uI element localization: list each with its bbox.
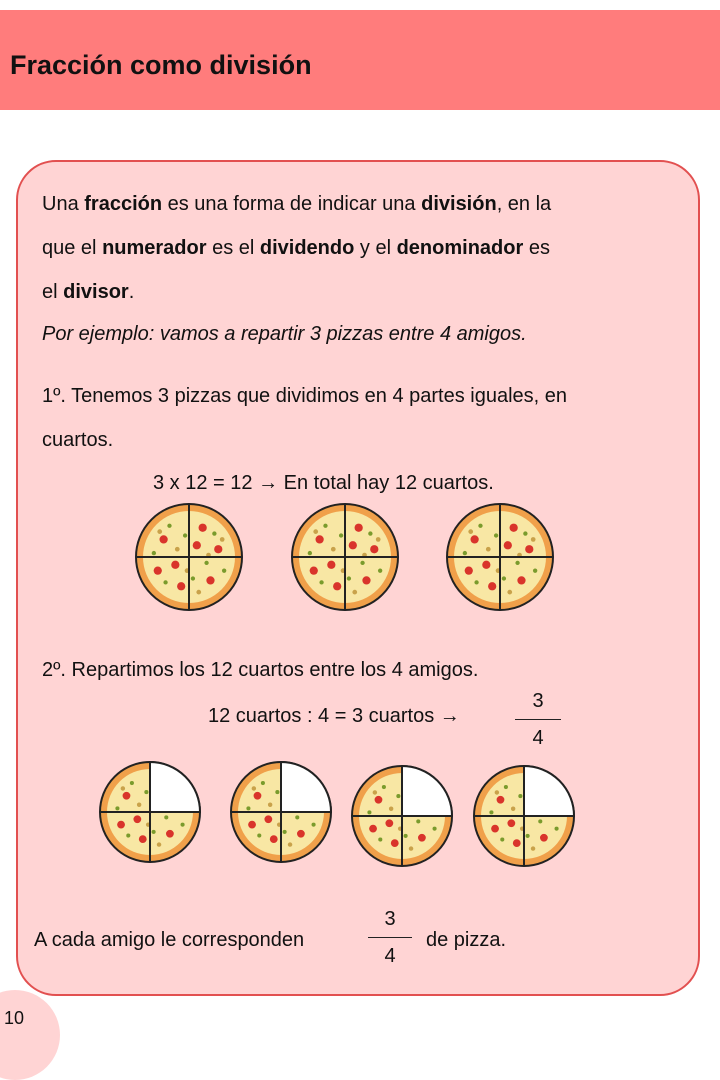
step1-equation: 3 x 12 = 12 → En total hay 12 cuartos.	[153, 472, 494, 494]
page-number-badge	[0, 990, 60, 1080]
page-title: Fracción como división	[10, 50, 312, 80]
text: es	[523, 237, 550, 259]
pizza-whole-1	[134, 502, 244, 617]
step1-line-2: cuartos.	[42, 429, 114, 451]
intro-line-2	[42, 238, 550, 258]
pizza-share-4	[472, 764, 576, 873]
fraction-bar	[368, 937, 412, 938]
page-number: 10	[4, 1008, 25, 1028]
term-denominador: denominador	[396, 237, 524, 259]
step2-equation: 12 cuartos : 4 = 3 cuartos →	[208, 705, 460, 727]
text: es una forma de indicar una	[162, 193, 422, 215]
intro-line-1	[42, 194, 551, 214]
text: que el	[42, 237, 103, 259]
pizza-whole-3	[445, 502, 555, 617]
term-numerador: numerador	[102, 237, 207, 259]
pizza-share-2	[229, 760, 333, 869]
text: el	[42, 281, 64, 303]
term-dividendo: dividendo	[259, 237, 355, 259]
example-text: Por ejemplo: vamos a repartir 3 pizzas entre 4 amigos.	[42, 323, 527, 345]
step1-line-1: 1º. Tenemos 3 pizzas que dividimos en 4 partes iguales, en	[42, 385, 568, 407]
fraction-numerator: 3	[532, 690, 544, 712]
text: es el	[206, 237, 260, 259]
term-division: división	[421, 193, 497, 215]
term-divisor: divisor	[63, 281, 129, 303]
pizza-whole-2	[290, 502, 400, 617]
text: Una	[42, 193, 85, 215]
text: y el	[354, 237, 397, 259]
text: .	[128, 281, 135, 303]
fraction-bar	[515, 719, 561, 720]
step2-line-1: 2º. Repartimos los 12 cuartos entre los 4 amigos.	[42, 659, 479, 681]
text: , en la	[496, 193, 552, 215]
page-header	[0, 10, 720, 110]
conclusion-suffix: de pizza.	[426, 929, 507, 951]
term-fraccion: fracción	[84, 193, 163, 215]
intro-line-3	[42, 282, 134, 302]
pizza-share-3	[350, 764, 454, 873]
conclusion-text: A cada amigo le corresponden	[34, 929, 305, 951]
pizza-share-1	[98, 760, 202, 869]
step2-fraction	[515, 690, 561, 749]
conclusion-fraction	[368, 908, 412, 967]
fraction-denominator: 4	[384, 945, 396, 967]
fraction-denominator: 4	[532, 727, 544, 749]
fraction-numerator: 3	[384, 908, 396, 930]
